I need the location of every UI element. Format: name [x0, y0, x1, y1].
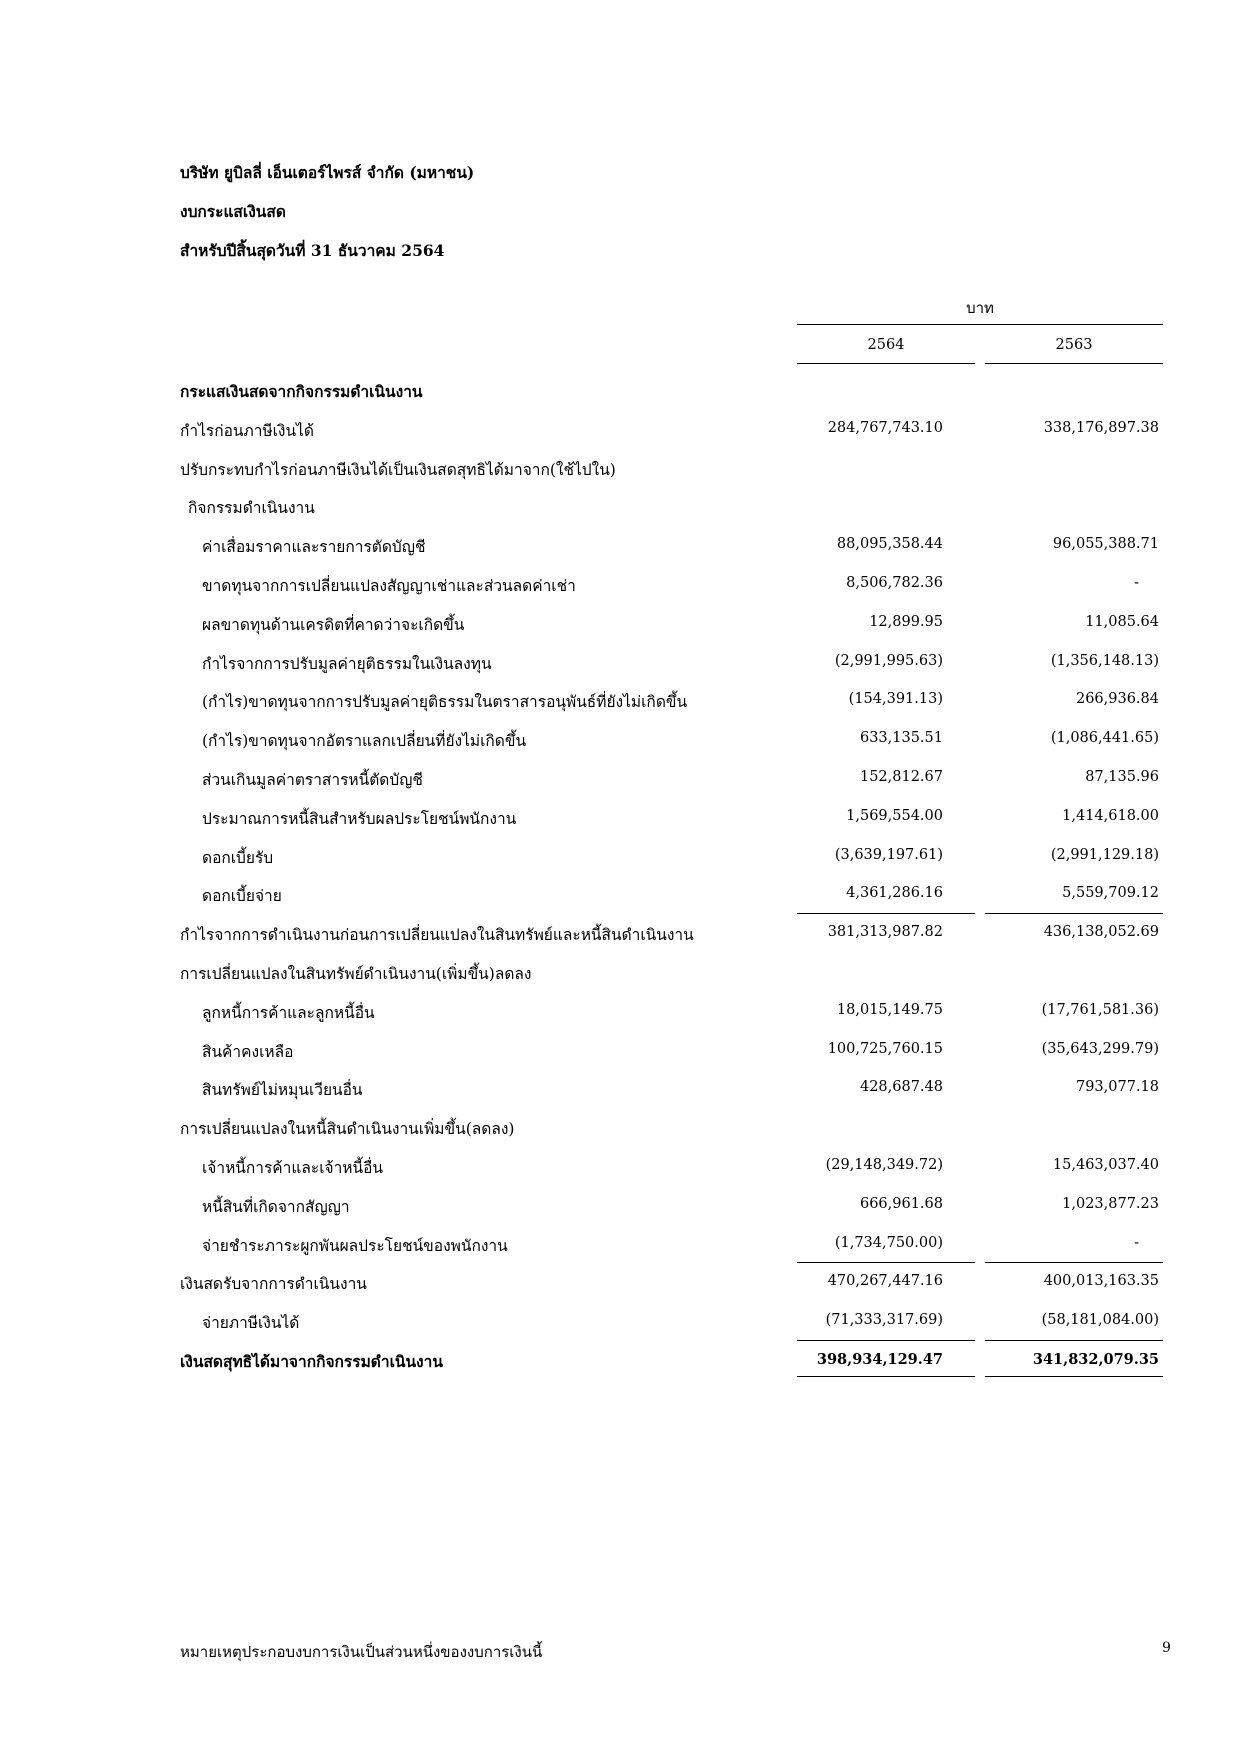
table-row [0, 1107, 1241, 1146]
table-row [0, 525, 1241, 564]
row-label: กิจกรรมดำเนินงาน [188, 499, 315, 518]
value-2563: 11,085.64 [1085, 613, 1159, 630]
row-label: (กำไร)ขาดทุนจากอัตราแลกเปลี่ยนที่ยังไม่เกิดขึ้น [202, 732, 527, 751]
value-2563: 87,135.96 [1085, 768, 1159, 785]
table-row [0, 680, 1241, 719]
table-row [0, 913, 1241, 952]
table-row [0, 448, 1241, 487]
row-label: ปรับกระทบกำไรก่อนภาษีเงินได้เป็นเงินสดสุทธิได้มาจาก(ใช้ไปใน) [180, 460, 616, 479]
table-row [0, 603, 1241, 642]
value-2563: (2,991,129.18) [1050, 846, 1159, 863]
row-label: ขาดทุนจากการเปลี่ยนแปลงสัญญาเช่าและส่วนลดค่าเช่า [202, 576, 576, 595]
table-row [0, 1301, 1241, 1340]
row-label: ผลขาดทุนด้านเครดิตที่คาดว่าจะเกิดขึ้น [202, 615, 465, 634]
value-2563: (17,761,581.36) [1041, 1001, 1159, 1018]
value-2564: 152,812.67 [859, 768, 943, 785]
value-2563: 5,559,709.12 [1062, 885, 1159, 902]
value-2564: 633,135.51 [859, 730, 943, 747]
value-2564: 1,569,554.00 [846, 807, 943, 824]
unit-underline [797, 324, 1163, 325]
table-row [0, 952, 1241, 991]
cash-flow-table [0, 370, 1241, 1379]
value-2564: (3,639,197.61) [834, 846, 943, 863]
value-2564: 88,095,358.44 [836, 536, 943, 553]
row-label: กำไรจากการดำเนินงานก่อนการเปลี่ยนแปลงในสินทรัพย์และหนี้สินดำเนินงาน [180, 926, 694, 945]
total-2564: 398,934,129.47 [816, 1350, 943, 1368]
company-name: บริษัท ยูบิลลี่ เอ็นเตอร์ไพรส์ จำกัด (มหาชน) [180, 163, 475, 182]
total-label: เงินสดสุทธิได้มาจากกิจกรรมดำเนินงาน [180, 1351, 443, 1371]
row-label: จ่ายภาษีเงินได้ [202, 1314, 300, 1333]
value-2564: 284,767,743.10 [827, 419, 943, 436]
section-heading: กระแสเงินสดจากกิจกรรมดำเนินงาน [180, 382, 423, 401]
row-label: การเปลี่ยนแปลงในสินทรัพย์ดำเนินงาน(เพิ่มขึ้น)ลดลง [180, 964, 532, 983]
value-2564: (154,391.13) [848, 691, 943, 708]
value-2564: 428,687.48 [859, 1079, 943, 1096]
value-2563: (1,086,441.65) [1050, 730, 1159, 747]
value-2563: (1,356,148.13) [1050, 652, 1159, 669]
table-row [0, 1262, 1241, 1301]
year-underline [797, 363, 975, 364]
table-row [0, 1030, 1241, 1069]
subtotal-rule [985, 913, 1163, 914]
value-2564: 12,899.95 [869, 613, 943, 630]
page-number: 9 [1162, 1640, 1171, 1656]
value-2563: 1,023,877.23 [1062, 1195, 1159, 1212]
value-2563: - [1134, 1234, 1139, 1251]
total-underline [985, 1376, 1163, 1377]
value-2564: 666,961.68 [859, 1195, 943, 1212]
table-row [0, 1224, 1241, 1263]
currency-unit: บาท [966, 299, 994, 317]
row-label: ส่วนเกินมูลค่าตราสารหนี้ตัดบัญชี [202, 770, 423, 789]
value-2564: 18,015,149.75 [836, 1001, 943, 1018]
row-label: ประมาณการหนี้สินสำหรับผลประโยชน์พนักงาน [202, 809, 517, 828]
table-row [0, 564, 1241, 603]
footnote: หมายเหตุประกอบงบการเงินเป็นส่วนหนึ่งของงบการเงินนี้ [180, 1643, 543, 1661]
value-2563: 266,936.84 [1075, 691, 1159, 708]
value-2563: 793,077.18 [1075, 1079, 1159, 1096]
row-label: กำไรก่อนภาษีเงินได้ [180, 421, 314, 440]
total-rule [797, 1340, 975, 1341]
table-row-total [0, 1340, 1241, 1379]
subtotal-rule [985, 1262, 1163, 1263]
value-2563: - [1134, 574, 1139, 591]
row-label: หนี้สินที่เกิดจากสัญญา [202, 1197, 350, 1216]
value-2564: 8,506,782.36 [846, 574, 943, 591]
table-row [0, 874, 1241, 913]
value-2564: 100,725,760.15 [827, 1040, 943, 1057]
table-row [0, 836, 1241, 875]
row-label: ลูกหนี้การค้าและลูกหนี้อื่น [202, 1003, 375, 1022]
table-row [0, 797, 1241, 836]
value-2563: 96,055,388.71 [1052, 536, 1159, 553]
value-2563: 400,013,163.35 [1043, 1273, 1159, 1290]
column-year-2563: 2563 [1055, 337, 1093, 353]
table-row [0, 1185, 1241, 1224]
table-row [0, 991, 1241, 1030]
statement-title: งบกระแสเงินสด [180, 202, 286, 221]
subtotal-rule [797, 913, 975, 914]
value-2564: 4,361,286.16 [846, 885, 943, 902]
total-2563: 341,832,079.35 [1032, 1350, 1159, 1368]
value-2563: 338,176,897.38 [1043, 419, 1159, 436]
row-label: เงินสดรับจากการดำเนินงาน [180, 1275, 367, 1294]
value-2563: 436,138,052.69 [1043, 924, 1159, 941]
table-row [0, 758, 1241, 797]
row-label: เจ้าหนี้การค้าและเจ้าหนี้อื่น [202, 1158, 383, 1177]
value-2564: (1,734,750.00) [834, 1234, 943, 1251]
table-row [0, 409, 1241, 448]
row-label: (กำไร)ขาดทุนจากการปรับมูลค่ายุติธรรมในตราสารอนุพันธ์ที่ยังไม่เกิดขึ้น [202, 693, 688, 712]
row-label: ดอกเบี้ยจ่าย [202, 887, 282, 906]
row-label: การเปลี่ยนแปลงในหนี้สินดำเนินงานเพิ่มขึ้น(ลดลง) [180, 1120, 515, 1139]
table-row [0, 642, 1241, 681]
column-year-2564: 2564 [867, 337, 905, 353]
total-rule [985, 1340, 1163, 1341]
year-underline [985, 363, 1163, 364]
subtotal-rule [797, 1262, 975, 1263]
value-2564: 381,313,987.82 [827, 924, 943, 941]
total-underline [797, 1376, 975, 1377]
value-2563: (58,181,084.00) [1041, 1312, 1159, 1329]
value-2563: 15,463,037.40 [1052, 1156, 1159, 1173]
value-2563: 1,414,618.00 [1062, 807, 1159, 824]
table-row [0, 370, 1241, 409]
table-row [0, 1146, 1241, 1185]
row-label: จ่ายชำระภาระผูกพันผลประโยชน์ของพนักงาน [202, 1236, 508, 1255]
row-label: สินทรัพย์ไม่หมุนเวียนอื่น [202, 1081, 363, 1100]
value-2564: (2,991,995.63) [834, 652, 943, 669]
value-2564: 470,267,447.16 [827, 1273, 943, 1290]
row-label: สินค้าคงเหลือ [202, 1042, 294, 1061]
statement-period: สำหรับปีสิ้นสุดวันที่ 31 ธันวาคม 2564 [180, 241, 445, 260]
table-row [0, 719, 1241, 758]
row-label: กำไรจากการปรับมูลค่ายุติธรรมในเงินลงทุน [202, 654, 492, 673]
value-2564: (29,148,349.72) [825, 1156, 943, 1173]
table-row [0, 486, 1241, 525]
table-row [0, 1068, 1241, 1107]
row-label: ดอกเบี้ยรับ [202, 848, 274, 867]
value-2563: (35,643,299.79) [1041, 1040, 1159, 1057]
row-label: ค่าเสื่อมราคาและรายการตัดบัญชี [202, 538, 426, 557]
value-2564: (71,333,317.69) [825, 1312, 943, 1329]
